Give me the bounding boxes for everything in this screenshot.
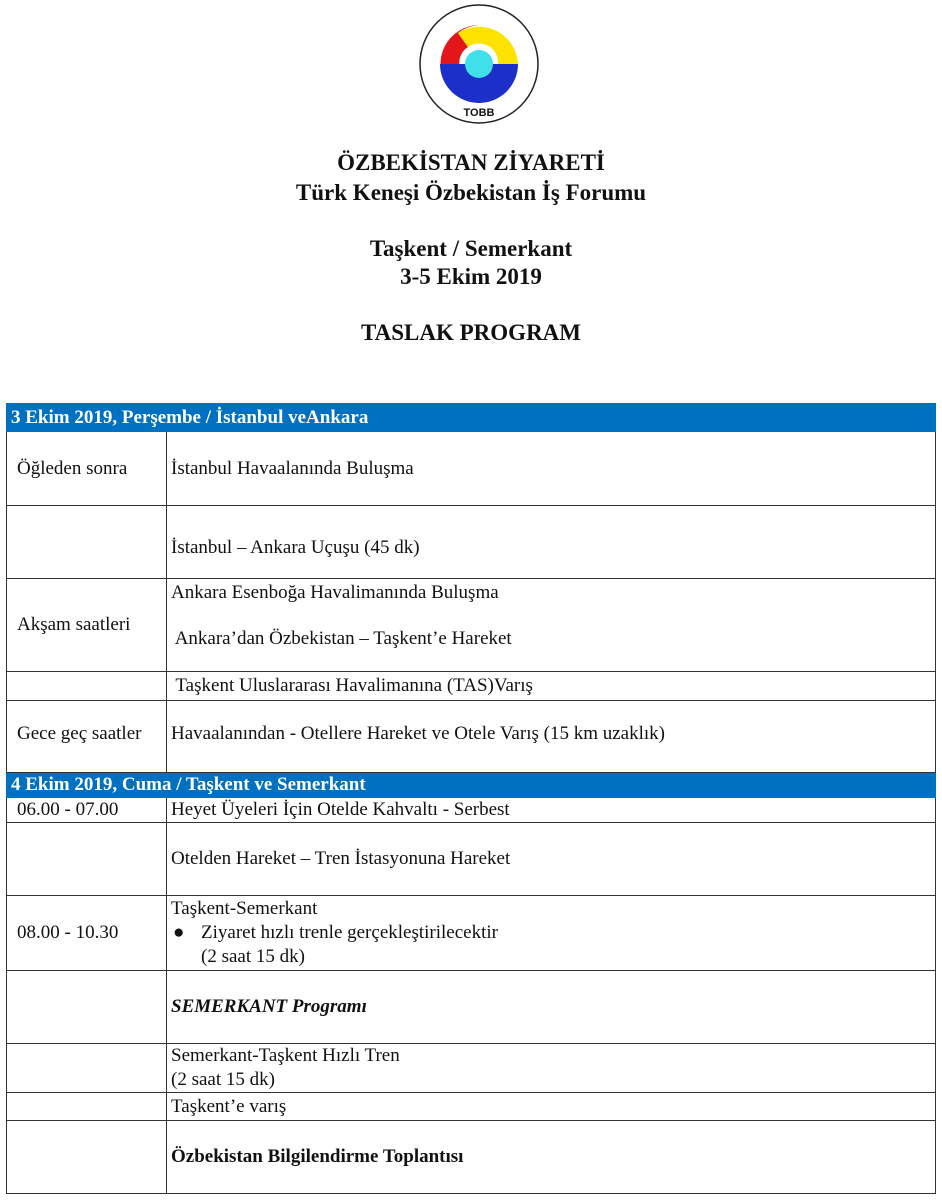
activity: Heyet Üyeleri İçin Otelde Kahvaltı - Serbest — [171, 799, 510, 820]
table-row — [7, 798, 936, 823]
time-cell — [7, 1121, 167, 1194]
activity: Taşkent-Semerkant — [171, 898, 318, 919]
time-cell: 08.00 - 10.30 — [7, 896, 167, 971]
day-header: 4 Ekim 2019, Cuma / Taşkent ve Semerkant — [7, 773, 936, 798]
table-row — [7, 1121, 936, 1194]
time-cell — [7, 1093, 167, 1121]
time-cell — [7, 1044, 167, 1093]
activity: Ankara’dan Özbekistan – Taşkent’e Hareket — [171, 628, 512, 649]
bullet-item: ● Ziyaret hızlı trenle gerçekleştirilecektir — [173, 922, 498, 943]
table-row — [7, 701, 936, 773]
activity: Otelden Hareket – Tren İstasyonuna Hareket — [171, 848, 511, 869]
day-header: 3 Ekim 2019, Perşembe / İstanbul veAnkara — [7, 404, 936, 432]
time-cell: Öğleden sonra — [7, 432, 167, 506]
activity: Semerkant-Taşkent Hızlı Tren — [171, 1045, 400, 1066]
table-row — [7, 672, 936, 701]
activity-duration: (2 saat 15 dk) — [171, 1069, 275, 1090]
table-row — [7, 506, 936, 579]
activity: Taşkent Uluslararası Havalimanına (TAS)Varış — [171, 675, 533, 696]
doc-dates: 3-5 Ekim 2019 — [400, 264, 542, 289]
time-cell: 06.00 - 07.00 — [7, 798, 167, 823]
program-table — [6, 403, 936, 1194]
time-cell: Akşam saatleri — [7, 579, 167, 672]
time-cell — [7, 672, 167, 701]
activity: Havaalanından - Otellere Hareket ve Otele Varış (15 km uzaklık) — [171, 722, 665, 744]
activity: Ankara Esenboğa Havalimanında Buluşma — [171, 582, 499, 603]
time-cell — [7, 506, 167, 579]
svg-text:TOBB: TOBB — [463, 107, 495, 119]
table-row — [7, 1044, 936, 1093]
table-row — [7, 1093, 936, 1121]
time-cell — [7, 971, 167, 1044]
activity: Taşkent’e varış — [171, 1095, 287, 1117]
activity: İstanbul – Ankara Uçuşu (45 dk) — [171, 537, 420, 558]
table-row — [7, 579, 936, 672]
table-row — [7, 971, 936, 1044]
activity: İstanbul Havaalanında Buluşma — [171, 457, 414, 479]
time-cell — [7, 823, 167, 896]
doc-subtitle: Türk Keneşi Özbekistan İş Forumu — [295, 180, 647, 205]
doc-title: ÖZBEKİSTAN ZİYARETİ — [337, 150, 605, 175]
tobb-logo — [418, 3, 540, 125]
section-title: SEMERKANT Programı — [171, 996, 367, 1017]
table-row — [7, 823, 936, 896]
doc-location: Taşkent / Semerkant — [369, 236, 573, 261]
bullet-icon: ● — [173, 922, 185, 943]
doc-program-label: TASLAK PROGRAM — [361, 320, 581, 345]
section-title: Özbekistan Bilgilendirme Toplantısı — [171, 1146, 464, 1167]
activity-duration: (2 saat 15 dk) — [201, 946, 305, 967]
time-cell: Gece geç saatler — [7, 701, 167, 773]
table-row — [7, 896, 936, 971]
table-row — [7, 432, 936, 506]
